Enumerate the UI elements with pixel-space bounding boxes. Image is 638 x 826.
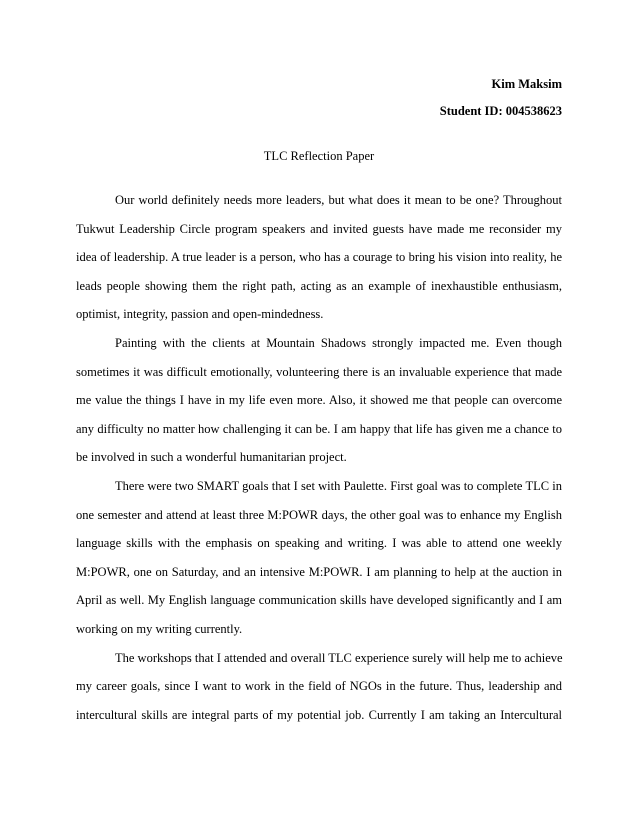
- text-line: optimist, integrity, passion and open-mindedness.: [76, 307, 324, 321]
- text-line: Tukwut Leadership Circle program speakers and invited guests have made me reconsider my: [76, 222, 562, 236]
- text-line: working on my writing currently.: [76, 622, 243, 636]
- text-line: my career goals, since I want to work in the field of NGOs in the future. Thus, leadership and: [76, 679, 562, 693]
- text-line: April as well. My English language communication skills have developed significantly and I am: [76, 593, 562, 607]
- text-line: Our world definitely needs more leaders, but what does it mean to be one? Throughout: [115, 193, 562, 207]
- text-line: The workshops that I attended and overall TLC experience surely will help me to achieve: [115, 651, 563, 665]
- text-line: one semester and attend at least three M:POWR days, the other goal was to enhance my English: [76, 508, 562, 522]
- text-line: be involved in such a wonderful humanitarian project.: [76, 450, 347, 464]
- text-line: intercultural skills are integral parts of my potential job. Currently I am taking an Intercultural: [76, 708, 562, 722]
- text-line: M:POWR, one on Saturday, and an intensive M:POWR. I am planning to help at the auction in: [76, 565, 562, 579]
- text-line: sometimes it was difficult emotionally, volunteering there is an invaluable experience that made: [76, 365, 562, 379]
- text-line: language skills with the emphasis on speaking and writing. I was able to attend one weekly: [76, 536, 562, 550]
- student-id: Student ID: 004538623: [439, 104, 562, 118]
- text-line: me value the things I have in my life even more. Also, it showed me that people can overcome: [76, 393, 562, 407]
- page-title: TLC Reflection Paper: [263, 149, 375, 163]
- author-name: Kim Maksim: [491, 77, 562, 91]
- text-line: Painting with the clients at Mountain Shadows strongly impacted me. Even though: [115, 336, 562, 350]
- text-line: leads people showing them the right path, acting as an example of inexhaustible enthusiasm,: [76, 279, 562, 293]
- text-line: any difficulty no matter how challenging it can be. I am happy that life has given me a chance to: [76, 422, 562, 436]
- text-line: idea of leadership. A true leader is a person, who has a courage to bring his vision into reality, he: [76, 250, 562, 264]
- text-line: There were two SMART goals that I set with Paulette. First goal was to complete TLC in: [115, 479, 562, 493]
